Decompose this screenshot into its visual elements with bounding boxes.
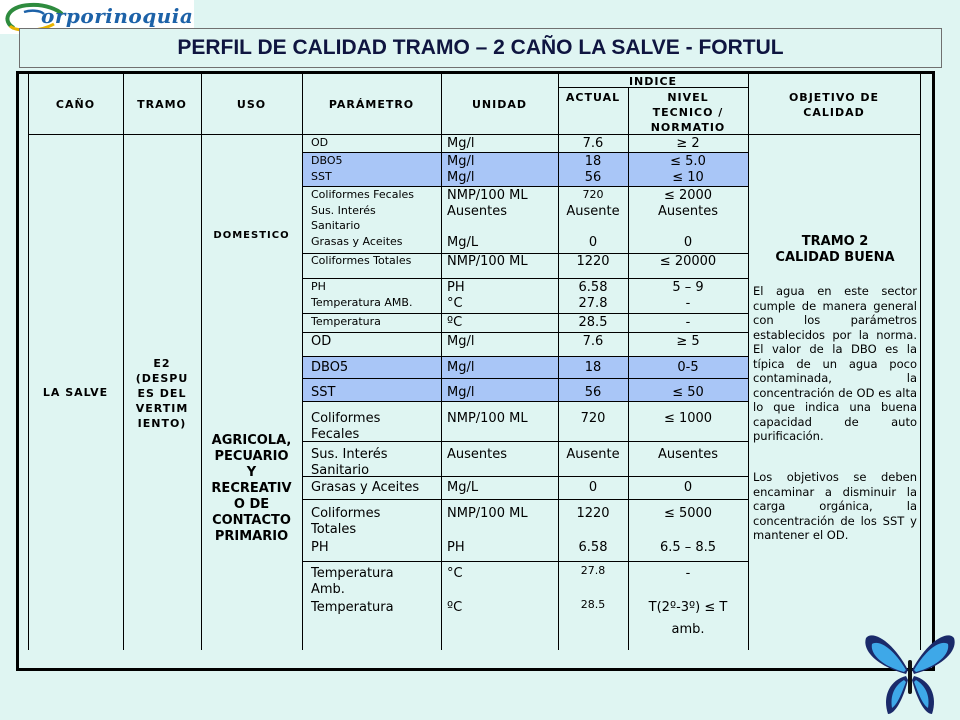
domestico-param: DBO5 — [311, 154, 343, 167]
domestico-param: SST — [311, 170, 332, 183]
header-objetivo — [748, 90, 920, 120]
domestico-param: Temperatura AMB. — [311, 296, 413, 309]
col-line — [28, 73, 29, 650]
agricola-norm: - — [685, 566, 691, 581]
objetivo-title-line2: CALIDAD BUENA — [775, 250, 895, 265]
uso-agricola-line: O DE — [233, 497, 270, 512]
row-line — [302, 152, 748, 153]
domestico-actual: 28.5 — [578, 315, 608, 330]
objetivo-title-line1: TRAMO 2 — [801, 234, 869, 249]
domestico-param: Coliformes Totales — [311, 254, 412, 267]
agricola-norm-line2: amb. — [671, 622, 705, 637]
agricola-param: Coliformes — [311, 411, 381, 426]
agricola-actual: 56 — [584, 385, 602, 400]
agricola-unit: °C — [447, 566, 463, 581]
row-line — [302, 561, 748, 562]
domestico-unit: PH — [447, 280, 465, 295]
header-uso: USO — [236, 98, 267, 111]
domestico-norm: - — [685, 296, 691, 311]
page-title: PERFIL DE CALIDAD TRAMO – 2 CAÑO LA SALVE - FORTUL — [177, 36, 784, 59]
header-unidad: UNIDAD — [471, 98, 527, 111]
col-line — [748, 73, 749, 650]
objetivo-paragraph-2: Los objetivos se deben encaminar a disminuir la carga orgánica, la concentración de los SST y mantener el OD. — [753, 470, 917, 542]
header-tramo: TRAMO — [137, 98, 187, 111]
domestico-norm: ≥ 2 — [676, 136, 700, 151]
domestico-param: Sanitario — [311, 219, 361, 232]
domestico-param: Grasas y Aceites — [311, 235, 403, 248]
row-line — [302, 499, 748, 500]
domestico-norm: - — [685, 315, 691, 330]
domestico-param: Temperatura — [311, 315, 381, 328]
domestico-unit: °C — [447, 296, 463, 311]
header-nivel-tecnico — [628, 90, 748, 135]
agricola-param-line2: Amb. — [311, 582, 345, 597]
uso-domestico: DOMESTICO — [213, 230, 290, 241]
row-line — [302, 186, 748, 187]
domestico-actual: 6.58 — [578, 280, 608, 295]
agricola-actual: Ausente — [566, 447, 620, 462]
uso-agricola-line: RECREATIV — [211, 481, 292, 496]
agricola-actual: 6.58 — [578, 540, 608, 555]
agricola-norm: 0-5 — [677, 360, 699, 375]
uso-agricola-line: PRIMARIO — [214, 529, 289, 544]
header-cano: CAÑO — [55, 98, 96, 111]
agricola-param: Temperatura — [311, 600, 394, 615]
domestico-actual: 720 — [582, 188, 604, 201]
domestico-unit: Mg/l — [447, 136, 475, 151]
agricola-actual: 7.6 — [582, 334, 604, 349]
col-line — [201, 73, 202, 650]
agricola-actual: 27.8 — [580, 564, 606, 577]
domestico-unit: NMP/100 ML — [447, 254, 528, 269]
butterfly-icon — [862, 630, 958, 720]
header-parametro: PARÁMETRO — [328, 98, 415, 111]
objetivo-paragraph-1: El agua en este sector cumple de manera general con los parámetros establecidos por la norma. El valor de la DBO es la típica de un agua poco contaminada, la concentración de OD es alta lo que indica una buena capacidad de auto purificación. — [753, 284, 917, 443]
header-objetivo-line1: OBJETIVO DE — [788, 91, 880, 104]
header-indice: INDICE — [628, 75, 678, 88]
agricola-norm: ≤ 1000 — [663, 411, 713, 426]
agricola-param-line2: Totales — [311, 522, 357, 537]
row-line — [302, 332, 748, 333]
title-box — [19, 28, 942, 68]
agricola-norm: ≤ 50 — [672, 385, 704, 400]
agricola-norm: T(2º-3º) ≤ T — [648, 600, 728, 615]
row-line — [302, 313, 748, 314]
header-nivel-line2: TECNICO / — [652, 106, 724, 119]
agricola-actual: 28.5 — [580, 598, 606, 611]
agricola-unit: Mg/l — [447, 360, 475, 375]
domestico-norm: ≤ 2000 — [663, 188, 713, 203]
row-line — [302, 401, 748, 402]
agricola-actual: 1220 — [576, 506, 610, 521]
agricola-param: Temperatura — [311, 566, 394, 581]
domestico-param: Coliformes Fecales — [311, 188, 415, 201]
domestico-norm: ≤ 20000 — [659, 254, 717, 269]
domestico-unit: Mg/l — [447, 154, 475, 169]
agricola-norm: 6.5 – 8.5 — [659, 540, 717, 555]
agricola-actual: 0 — [588, 480, 598, 495]
agricola-unit: Ausentes — [447, 447, 508, 462]
tramo-line: E2 — [153, 357, 171, 370]
uso-agricola-line: AGRICOLA, — [211, 433, 292, 448]
header-nivel-line3: NORMATIO — [650, 121, 726, 134]
uso-agricola — [201, 433, 302, 545]
tramo-line: ES DEL — [137, 387, 187, 400]
tramo-line: (DESPU — [135, 372, 189, 385]
agricola-norm: ≤ 5000 — [663, 506, 713, 521]
uso-agricola-line: CONTACTO — [212, 513, 291, 528]
tramo-line: IENTO) — [137, 417, 187, 430]
row-line — [28, 134, 920, 135]
agricola-actual: 720 — [580, 411, 606, 426]
agricola-unit: NMP/100 ML — [447, 506, 528, 521]
agricola-norm: 0 — [683, 480, 693, 495]
agricola-unit: NMP/100 ML — [447, 411, 528, 426]
agricola-unit: Mg/l — [447, 385, 475, 400]
domestico-norm: 5 – 9 — [672, 280, 704, 295]
domestico-norm: ≤ 5.0 — [670, 154, 706, 169]
domestico-unit: Mg/L — [447, 235, 479, 250]
domestico-unit: NMP/100 ML — [447, 188, 528, 203]
col-line — [302, 73, 303, 650]
domestico-param: Sus. Interés — [311, 204, 376, 217]
tramo-line: VERTIM — [135, 402, 189, 415]
uso-agricola-line: Y — [246, 465, 257, 480]
header-actual: ACTUAL — [565, 91, 621, 104]
col-line — [920, 73, 921, 650]
domestico-unit: Mg/l — [447, 170, 475, 185]
agricola-param: Coliformes — [311, 506, 381, 521]
domestico-norm: 0 — [683, 235, 693, 250]
row-line — [302, 356, 748, 357]
agricola-unit: Mg/L — [447, 480, 479, 495]
agricola-unit: PH — [447, 540, 465, 555]
row-line — [302, 278, 748, 279]
tramo-name — [123, 356, 201, 431]
domestico-actual: 1220 — [576, 254, 610, 269]
agricola-unit: Mg/l — [447, 334, 475, 349]
domestico-param: OD — [311, 136, 329, 149]
agricola-param: OD — [311, 334, 332, 349]
agricola-actual: 18 — [584, 360, 602, 375]
cano-name: LA SALVE — [42, 386, 109, 399]
row-line — [302, 441, 748, 442]
domestico-actual: 7.6 — [582, 136, 604, 151]
domestico-actual: 27.8 — [578, 296, 608, 311]
domestico-param: PH — [311, 280, 326, 293]
agricola-norm: Ausentes — [657, 447, 718, 462]
agricola-param: DBO5 — [311, 360, 349, 375]
uso-agricola-line: PECUARIO — [214, 449, 289, 464]
domestico-actual: 0 — [588, 235, 598, 250]
domestico-actual: Ausente — [566, 204, 620, 219]
domestico-norm: Ausentes — [657, 204, 718, 219]
objetivo-title — [753, 234, 917, 266]
agricola-norm: ≥ 5 — [676, 334, 700, 349]
agricola-unit: ºC — [447, 600, 463, 615]
agricola-param-line2: Fecales — [311, 427, 360, 442]
agricola-param-line2: Sanitario — [311, 463, 370, 478]
domestico-norm: ≤ 10 — [672, 170, 704, 185]
col-line — [441, 73, 442, 650]
agricola-param: Sus. Interés — [311, 447, 388, 462]
row-line — [302, 378, 748, 379]
header-objetivo-line2: CALIDAD — [803, 106, 865, 119]
domestico-actual: 56 — [584, 170, 602, 185]
domestico-actual: 18 — [584, 154, 602, 169]
domestico-unit: ºC — [447, 315, 463, 330]
agricola-param: SST — [311, 385, 336, 400]
header-nivel-line1: NIVEL — [667, 91, 709, 104]
logo-text: orporinoquia — [41, 4, 194, 28]
domestico-unit: Ausentes — [447, 204, 508, 219]
agricola-param: Grasas y Aceites — [311, 480, 420, 495]
agricola-param: PH — [311, 540, 329, 555]
